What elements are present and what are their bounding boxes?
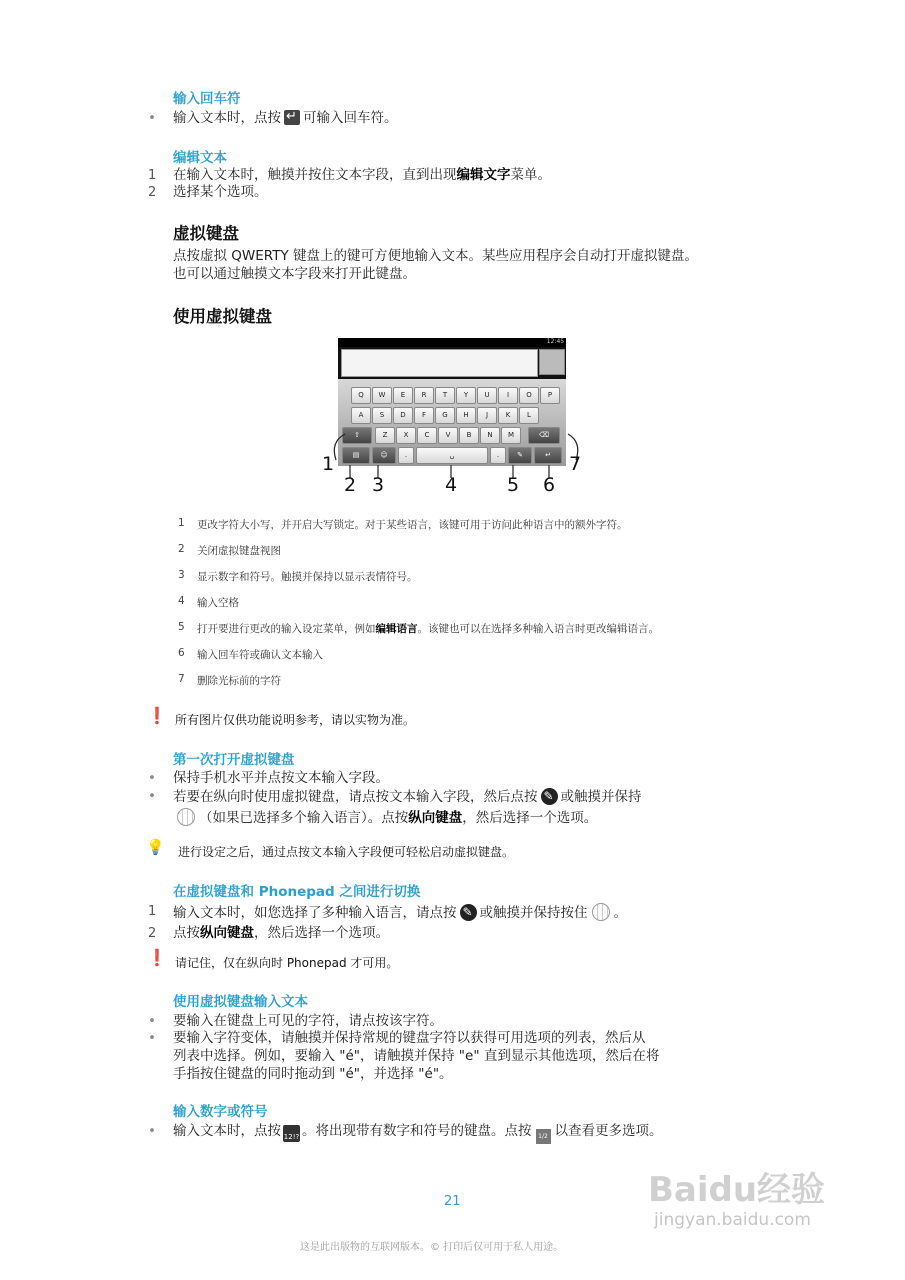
legend-number: 3 (178, 569, 185, 581)
note-images: 所有图片仅供功能说明参考，请以实物为准。 (175, 713, 416, 727)
legend-text: 删除光标前的字符 (197, 675, 281, 687)
lightbulb-icon: 💡 (146, 838, 165, 856)
switch-step-1: 输入文本时，如您选择了多种输入语言，请点按✎ 或触摸并保持按住 。 (173, 903, 627, 922)
key-n: N (480, 427, 500, 444)
enter-text-bullet-2-line-3: 手指按住键盘的同时拖动到 "é"，并选择 "é"。 (173, 1066, 453, 1082)
key-z: Z (375, 427, 395, 444)
key-m: M (501, 427, 521, 444)
key-k: K (498, 407, 518, 424)
space-key-icon: ␣ (416, 447, 488, 464)
period-key: . (490, 447, 506, 464)
wrench-icon (541, 788, 558, 805)
heading-numbers-symbols: 输入数字或符号 (173, 1104, 268, 1120)
footer-note: 这是此出版物的互联网版本。© 打印后仅可用于私人用途。 (300, 1242, 564, 1253)
heading-enter-text: 使用虚拟键盘输入文本 (173, 994, 308, 1010)
edit-step-1: 在输入文本时，触摸并按住文本字段，直到出现编辑文字菜单。 (173, 167, 551, 183)
legend-number: 7 (178, 673, 185, 685)
enter-text-bullet-2-line-2: 列表中选择。例如，要输入 "é"，请触摸并保持 "e" 直到显示其他选项，然后在将 (173, 1048, 660, 1064)
vk-intro-line-2: 也可以通过触摸文本字段来打开此键盘。 (173, 266, 416, 282)
key-g: G (435, 407, 455, 424)
key-v: V (438, 427, 458, 444)
heading-use-virtual-keyboard: 使用虚拟键盘 (173, 307, 272, 326)
settings-key-icon: ✎ (508, 447, 532, 464)
legend-text: 关闭虚拟键盘视图 (197, 545, 281, 557)
key-b: B (459, 427, 479, 444)
key-i: I (498, 387, 518, 404)
bullet: • (148, 1123, 156, 1139)
first-open-bullet-2-cont: （如果已选择多个输入语言）。点按纵向键盘，然后选择一个选项。 (173, 808, 597, 827)
key-t: T (435, 387, 455, 404)
callout-7: 7 (569, 453, 582, 475)
vk-intro-line-1: 点按虚拟 QWERTY 键盘上的键可方便地输入文本。某些应用程序会自动打开虚拟键盘。 (173, 248, 698, 264)
wrench-icon (460, 904, 477, 921)
legend-text: 输入空格 (197, 597, 239, 609)
key-h: H (456, 407, 476, 424)
watermark-logo: Baidu经验 (648, 1170, 826, 1210)
key-f: F (414, 407, 434, 424)
legend-number: 4 (178, 595, 185, 607)
enter-text-bullet-2-line-1: 要输入字符变体，请触摸并保持常规的键盘字符以获得可用选项的列表，然后从 (173, 1030, 646, 1046)
heading-edit-text: 编辑文本 (173, 150, 227, 166)
callout-3: 3 (372, 474, 385, 496)
exclamation-icon: ❗ (147, 706, 167, 725)
callout-2: 2 (344, 474, 357, 496)
legend-text: 打开要进行更改的输入设定菜单，例如编辑语言。该键也可以在选择多种输入语言时更改编辑语言。 (197, 623, 659, 635)
callout-5: 5 (507, 474, 520, 496)
step-number: 1 (148, 168, 157, 183)
key-u: U (477, 387, 497, 404)
key-r: R (414, 387, 434, 404)
legend-text: 显示数字和符号。触摸并保持以显示表情符号。 (197, 571, 418, 583)
key-d: D (393, 407, 413, 424)
send-button-illustration (539, 349, 565, 375)
bullet: • (148, 1030, 156, 1046)
legend-text: 输入回车符或确认文本输入 (197, 649, 323, 661)
callout-4: 4 (445, 474, 458, 496)
exclamation-icon: ❗ (147, 948, 167, 967)
edit-step-2: 选择某个选项。 (173, 184, 268, 200)
first-open-bullet-1: 保持手机水平并点按文本输入字段。 (173, 770, 389, 786)
enter-text-bullet-1: 要输入在键盘上可见的字符，请点按该字符。 (173, 1013, 443, 1029)
shift-key-icon: ⇧ (342, 427, 372, 444)
hide-keyboard-key-icon: ▤ (342, 447, 370, 464)
tip-settings: 进行设定之后，通过点按文本输入字段便可轻松启动虚拟键盘。 (178, 845, 515, 859)
status-bar: 12:45 (338, 338, 566, 347)
key-q: Q (351, 387, 371, 404)
globe-icon (177, 808, 195, 826)
key-l: L (519, 407, 539, 424)
key-j: J (477, 407, 497, 424)
key-o: O (519, 387, 539, 404)
note-phonepad: 请记住，仅在纵向时 Phonepad 才可用。 (175, 956, 399, 970)
more-symbols-icon: 1/2 (536, 1129, 551, 1144)
heading-switch-phonepad: 在虚拟键盘和 Phonepad 之间进行切换 (173, 884, 421, 900)
bullet: • (148, 1013, 156, 1029)
legend-text: 更改字符大小写，并开启大写锁定。对于某些语言，该键可用于访问此种语言中的额外字符。 (197, 519, 628, 531)
key-c: C (417, 427, 437, 444)
numbers-key-icon: 12!? (283, 1125, 300, 1142)
step-number: 2 (148, 926, 157, 941)
key-y: Y (456, 387, 476, 404)
numbers-symbols-bullet: 输入文本时，点按 12!? 。将出现带有数字和符号的键盘。点按 1/2 以查看更多选项。 (173, 1123, 663, 1144)
symbols-key-icon: ☺ (372, 447, 396, 464)
callout-6: 6 (543, 474, 556, 496)
legend-number: 5 (178, 621, 185, 633)
legend-number: 2 (178, 543, 185, 555)
step-number: 1 (148, 904, 157, 919)
key-a: A (351, 407, 371, 424)
bullet: • (148, 788, 156, 804)
page-number: 21 (444, 1194, 461, 1209)
key-p: P (540, 387, 560, 404)
bullet: • (148, 110, 156, 126)
watermark-url: jingyan.baidu.com (654, 1210, 811, 1230)
text-field-illustration (341, 349, 538, 377)
heading-virtual-keyboard: 虚拟键盘 (173, 224, 239, 243)
globe-icon (592, 903, 610, 921)
step-number: 2 (148, 185, 157, 200)
key-x: X (396, 427, 416, 444)
backspace-key-icon: ⌫ (528, 427, 560, 444)
callout-1: 1 (322, 453, 335, 475)
enter-return-line: 输入文本时，点按↵ 可输入回车符。 (173, 110, 398, 127)
first-open-bullet-2: 若要在纵向时使用虚拟键盘，请点按文本输入字段，然后点按✎ 或触摸并保持 (173, 788, 642, 806)
enter-key-icon (284, 110, 300, 125)
switch-step-2: 点按纵向键盘，然后选择一个选项。 (173, 925, 389, 941)
key-s: S (372, 407, 392, 424)
legend-number: 6 (178, 647, 185, 659)
key-w: W (372, 387, 392, 404)
key-e: E (393, 387, 413, 404)
enter-key-icon: ↵ (534, 447, 562, 464)
legend-number: 1 (178, 517, 185, 529)
heading-first-open-keyboard: 第一次打开虚拟键盘 (173, 752, 295, 768)
period-key: . (398, 447, 414, 464)
bullet: • (148, 770, 156, 786)
heading-enter-return: 输入回车符 (173, 91, 241, 107)
